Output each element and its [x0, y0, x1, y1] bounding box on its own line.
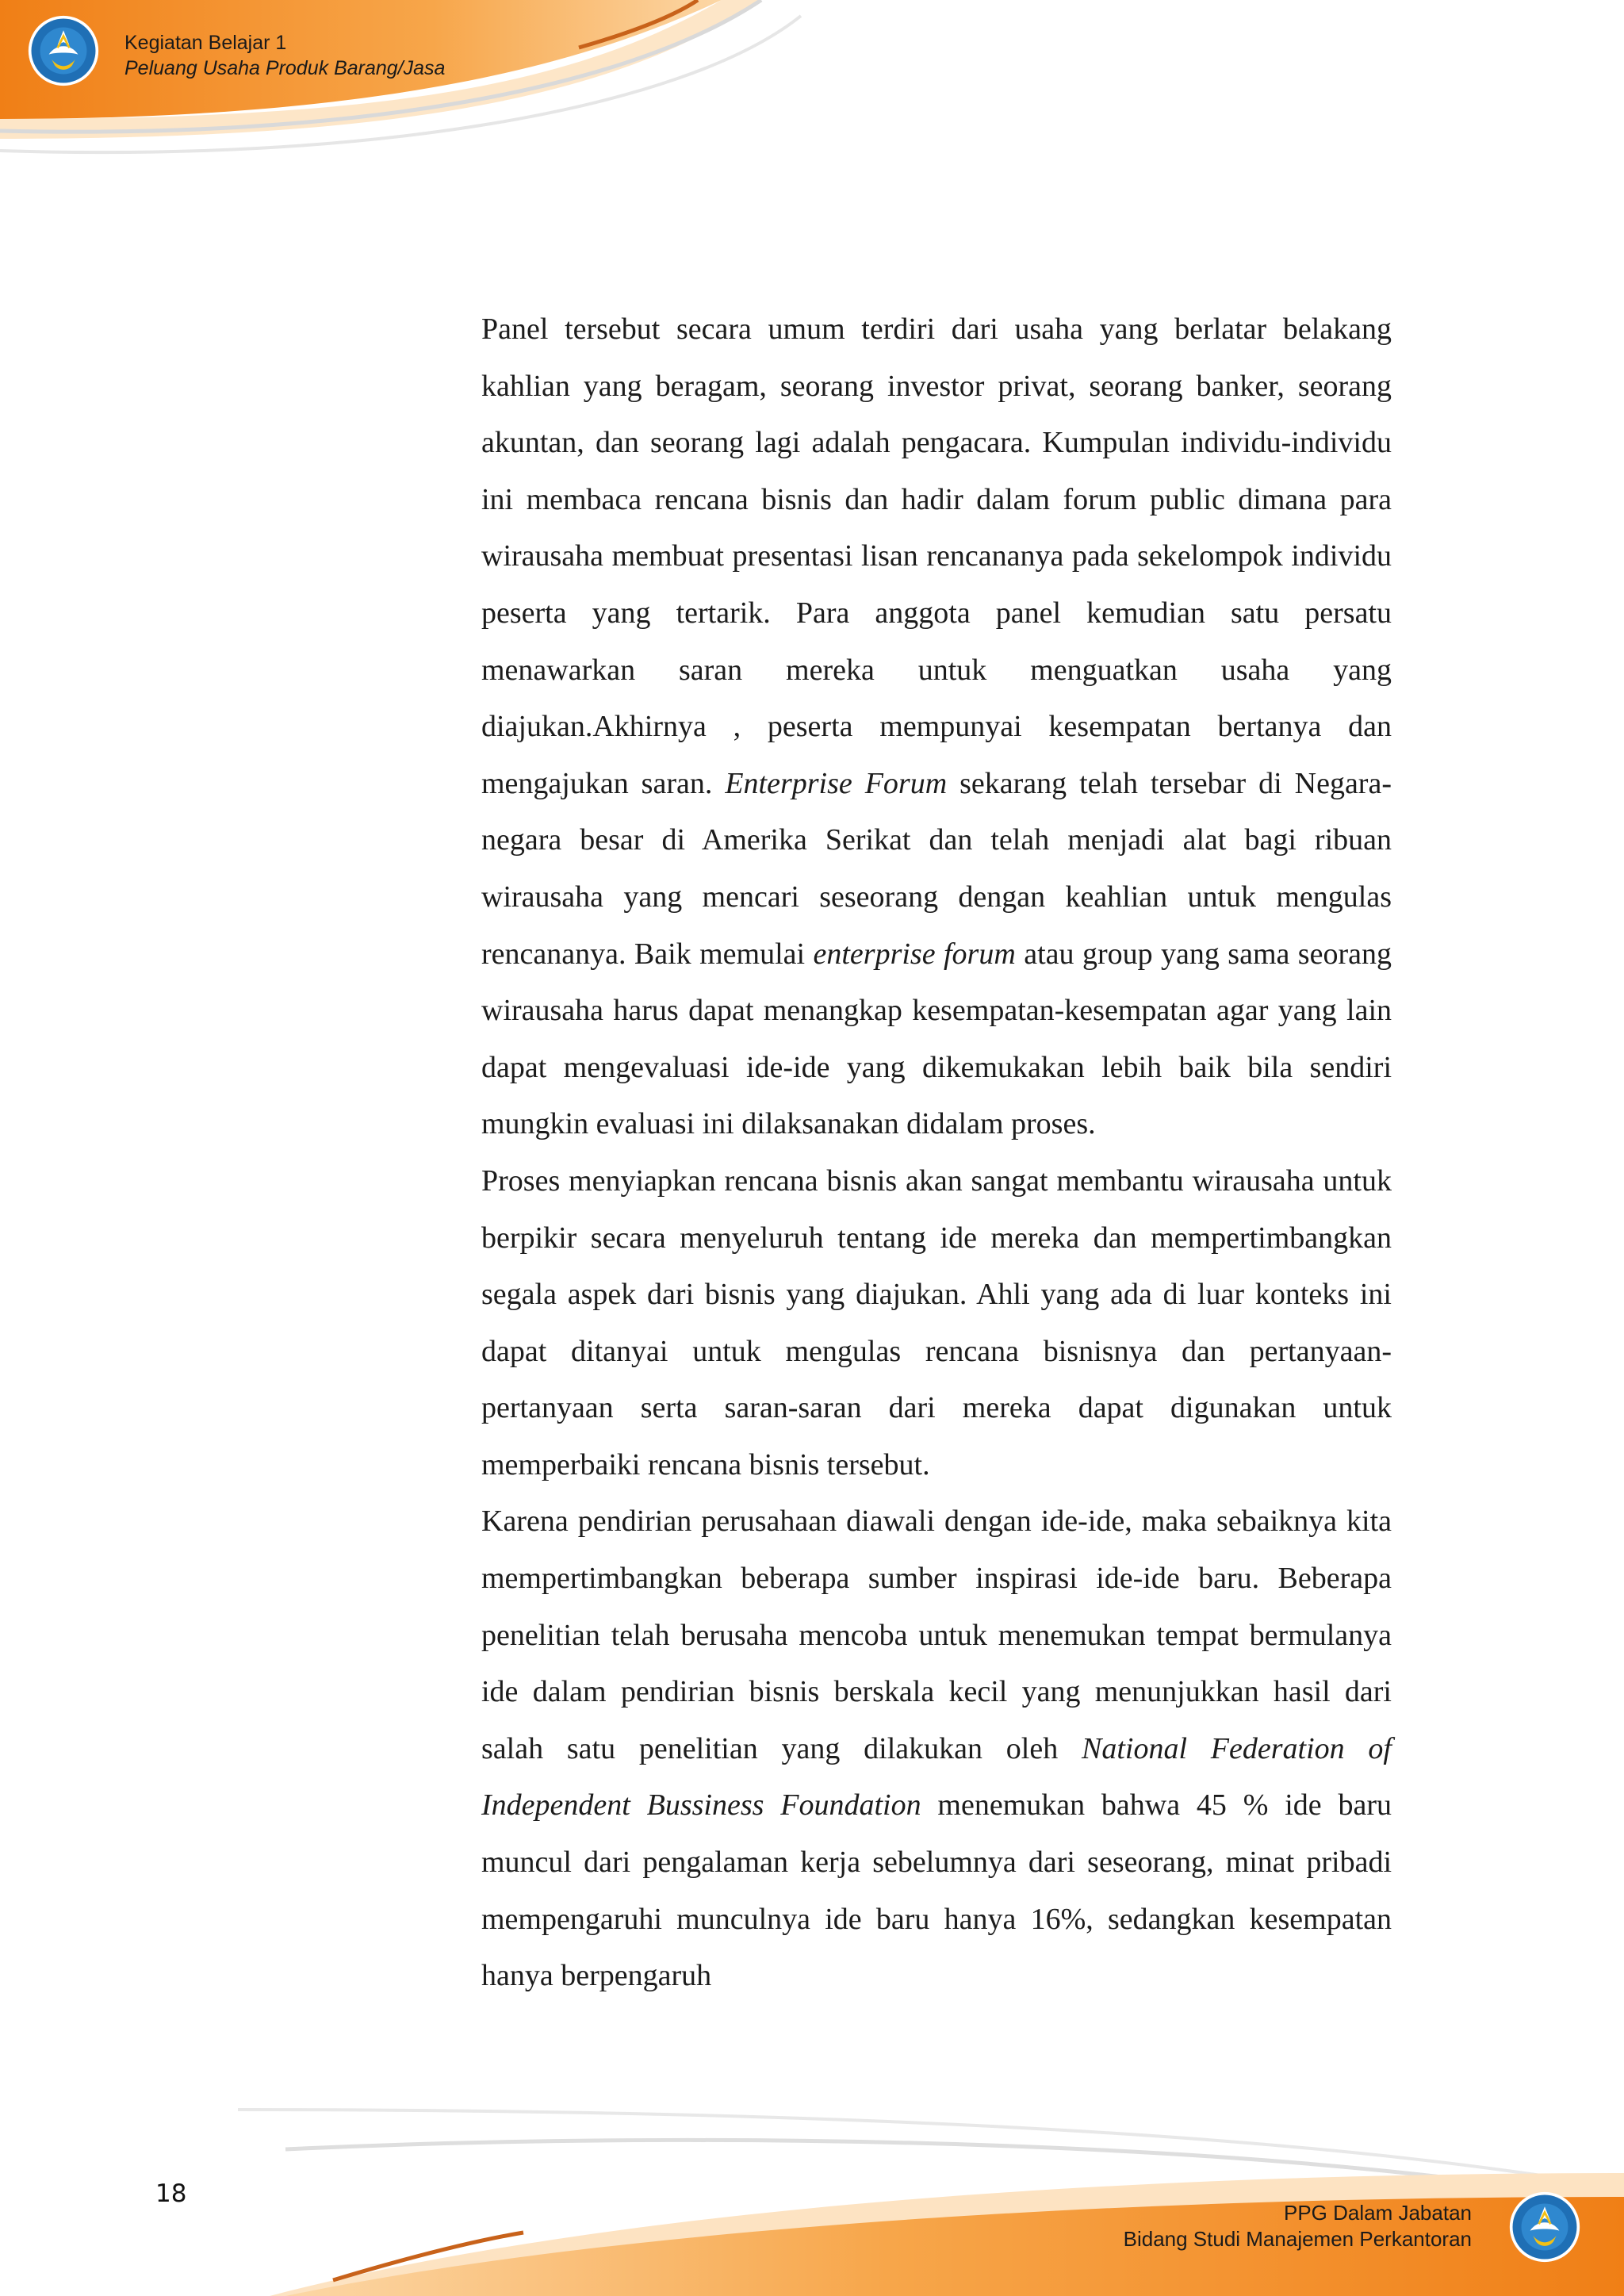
paragraph-1-text-1: Panel tersebut secara umum terdiri dari usaha yang berlatar belakang kahlian yang beragam, seorang investor privat, seorang banker, seorang akuntan, dan seorang lagi adalah pengacara. Kumpulan individu-individu ini membaca rencana bisnis dan hadir dalam forum public dimana para wirausaha membuat presentasi lisan rencananya pada sekelompok individu peserta yang tertarik. Para anggota panel kemudian satu persatu menawarkan saran mereka untuk menguatkan usaha yang diajukan.Akhirnya , peserta mempunyai kesempatan bertanya dan mengajukan saran.: [481, 312, 1392, 800]
paragraph-3-text-1: Karena pendirian perusahaan diawali dengan ide-ide, maka sebaiknya kita mempertimbangkan beberapa sumber inspirasi ide-ide baru. Beberapa penelitian telah berusaha mencoba untuk menemukan tempat bermulanya ide dalam pendirian bisnis berskala kecil yang menunjukkan hasil dari salah satu penelitian yang dilakukan oleh: [481, 1504, 1392, 1765]
footer: [1124, 2200, 1472, 2252]
header-module-title: Peluang Usaha Produk Barang/Jasa: [124, 57, 446, 79]
paragraph-2: Proses menyiapkan rencana bisnis akan sangat membantu wirausaha untuk berpikir secara menyeluruh tentang ide mereka dan mempertimbangkan segala aspek dari bisnis yang diajukan. Ahli yang ada di luar konteks ini dapat ditanyai untuk mengulas rencana bisnisnya dan pertanyaan-pertanyaan serta saran-saran dari mereka dapat digunakan untuk memperbaiki rencana bisnis tersebut.: [481, 1163, 1392, 1481]
tut-wuri-handayani-emblem-icon: [1508, 2191, 1581, 2263]
header-module-label: Kegiatan Belajar 1: [124, 32, 287, 54]
tut-wuri-handayani-emblem-icon: [27, 14, 100, 87]
paragraph-3-text-2: menemukan bahwa 45 % ide baru muncul dari pengalaman kerja sebelumnya dari seseorang, minat pribadi mempengaruhi munculnya ide baru hanya 16%, sedangkan kesempatan hanya berpengaruh: [481, 1788, 1392, 1993]
paragraph-1-italic-1: Enterprise Forum: [725, 766, 948, 800]
paragraph-3: [481, 1493, 1392, 2004]
page-number: 18: [155, 2179, 187, 2208]
paragraph-3-italic-1: National Federation of Independent Bussiness Foundation: [481, 1731, 1392, 1823]
page-body: [481, 301, 1392, 2005]
footer-field-label: Bidang Studi Manajemen Perkantoran: [1123, 2227, 1472, 2251]
paragraph-1-italic-2: enterprise forum: [813, 937, 1016, 971]
footer-decoration: [0, 2078, 1624, 2296]
paragraph-1: [481, 301, 1392, 1153]
paragraph-1-text-2: sekarang telah tersebar di Negara-negara besar di Amerika Serikat dan telah menjadi alat bagi ribuan wirausaha yang mencari seseorang dengan keahlian untuk mengulas rencananya. Baik memulai: [481, 766, 1392, 971]
paragraph-1-text-3: atau group yang sama seorang wirausaha harus dapat menangkap kesempatan-kesempatan agar yang lain dapat mengevaluasi ide-ide yang dikemukakan lebih baik bila sendiri mungkin evaluasi ini dilaksanakan didalam proses.: [481, 937, 1392, 1141]
header: [124, 30, 445, 81]
footer-program-label: PPG Dalam Jabatan: [1283, 2201, 1472, 2225]
header-decoration: [0, 0, 1624, 167]
